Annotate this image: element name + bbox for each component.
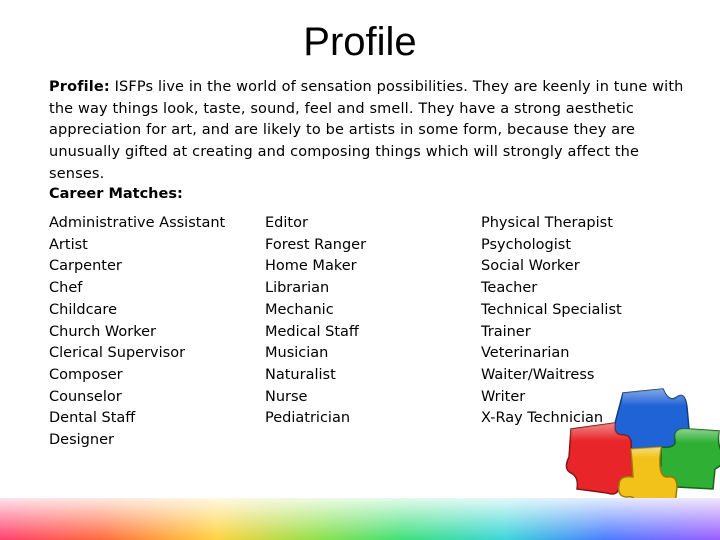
career-item: Musician [265,345,329,362]
career-item: Pediatrician [265,410,351,427]
career-item: Artist [49,236,88,253]
career-item: Naturalist [265,366,336,383]
career-column-2 [265,213,366,430]
career-item: Teacher [481,280,538,297]
career-item: Social Worker [481,258,580,275]
career-item: Waiter/Waitress [481,366,595,383]
profile-paragraph [49,77,699,186]
career-item: Nurse [265,388,308,405]
career-item: Psychologist [481,236,572,253]
rainbow-footer-bar [0,498,720,540]
career-item: Veterinarian [481,345,570,362]
career-item: Writer [481,388,526,405]
career-item: Medical Staff [265,323,359,340]
career-item: Mechanic [265,301,334,318]
career-item: Composer [49,366,123,383]
profile-label: Profile: [49,79,110,95]
career-item: Designer [49,432,114,449]
profile-text: ISFPs live in the world of sensation possibilities. They are keenly in tune with the way things look, taste, sound, feel and smell. They have a strong aesthetic appreciation for art, and are likely to be artists in some form, because they are unusually gifted at creating and composing things which will strongly affect the senses. [49,79,684,182]
career-column-1 [49,213,225,452]
career-item: Trainer [481,323,531,340]
career-item: Childcare [49,301,117,318]
career-item: Chef [49,280,83,297]
career-item: Home Maker [265,258,357,275]
career-item: Editor [265,215,308,231]
career-item: Forest Ranger [265,236,367,253]
slide-title: Profile [303,20,417,64]
career-item: Church Worker [49,323,157,340]
career-item: X-Ray Technician [481,410,604,427]
career-item: Counselor [49,388,122,405]
career-item: Physical Therapist [481,215,613,231]
career-item: Carpenter [49,258,122,275]
career-item: Librarian [265,280,330,297]
career-matches-heading: Career Matches: [49,186,183,202]
career-item: Dental Staff [49,410,136,427]
career-item: Administrative Assistant [49,215,226,231]
career-item: Technical Specialist [481,301,622,318]
career-item: Clerical Supervisor [49,345,186,362]
puzzle-pieces-icon [565,385,720,510]
